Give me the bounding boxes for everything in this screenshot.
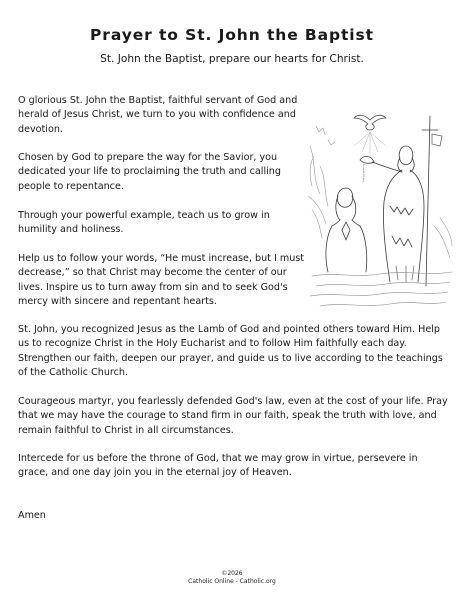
prayer-paragraph-5: St. John, you recognized Jesus as the Lamb of God and pointed others toward Him. Help us to recognize Christ in the Holy Eucharist and to follow Him faithfully each day. Strengthen our faith, deepen our prayer, and guide us to live according to the teachings of the Catholic Church. [18,324,443,378]
jesus-figure [326,188,367,272]
amen-text: Amen [18,510,46,521]
prayer-paragraph-3: Through your powerful example, teach us to grow in humility and holiness. [18,210,270,236]
copyright-text: ©2026 [221,570,243,577]
dove-icon [354,115,386,154]
prayer-paragraph-6: Courageous martyr, you fearlessly defended God's law, even at the cost of your life. Pray that we may have the courage to stand firm in our faith, speak the truth with love, and remain faithful to Christ in all circumstances. [18,396,448,436]
prayer-paragraph-4: Help us to follow your words, “He must increase, but I must decrease,” so that Christ may become the center of our lives. Inspire us to turn away from sin and to seek God's mercy with sincere and repentant hearts. [18,253,305,307]
prayer-paragraph-1: O glorious St. John the Baptist, faithful servant of God and herald of Jesus Christ, we turn to you with confidence and devotion. [18,95,298,135]
john-the-baptist-figure [372,116,442,286]
baptism-illustration [306,106,454,314]
prayer-paragraph-2: Chosen by God to prepare the way for the Savior, you dedicated your life to proclaiming the truth and calling people to repentance. [18,152,281,192]
source-text: Catholic Online - Catholic.org [188,578,276,585]
page-title: Prayer to St. John the Baptist [90,26,374,44]
page-subtitle: St. John the Baptist, prepare our hearts for Christ. [100,53,364,65]
prayer-paragraph-7: Intercede for us before the throne of God, that we may grow in virtue, persevere in grace, and one day join you in the eternal joy of Heaven. [18,453,418,479]
